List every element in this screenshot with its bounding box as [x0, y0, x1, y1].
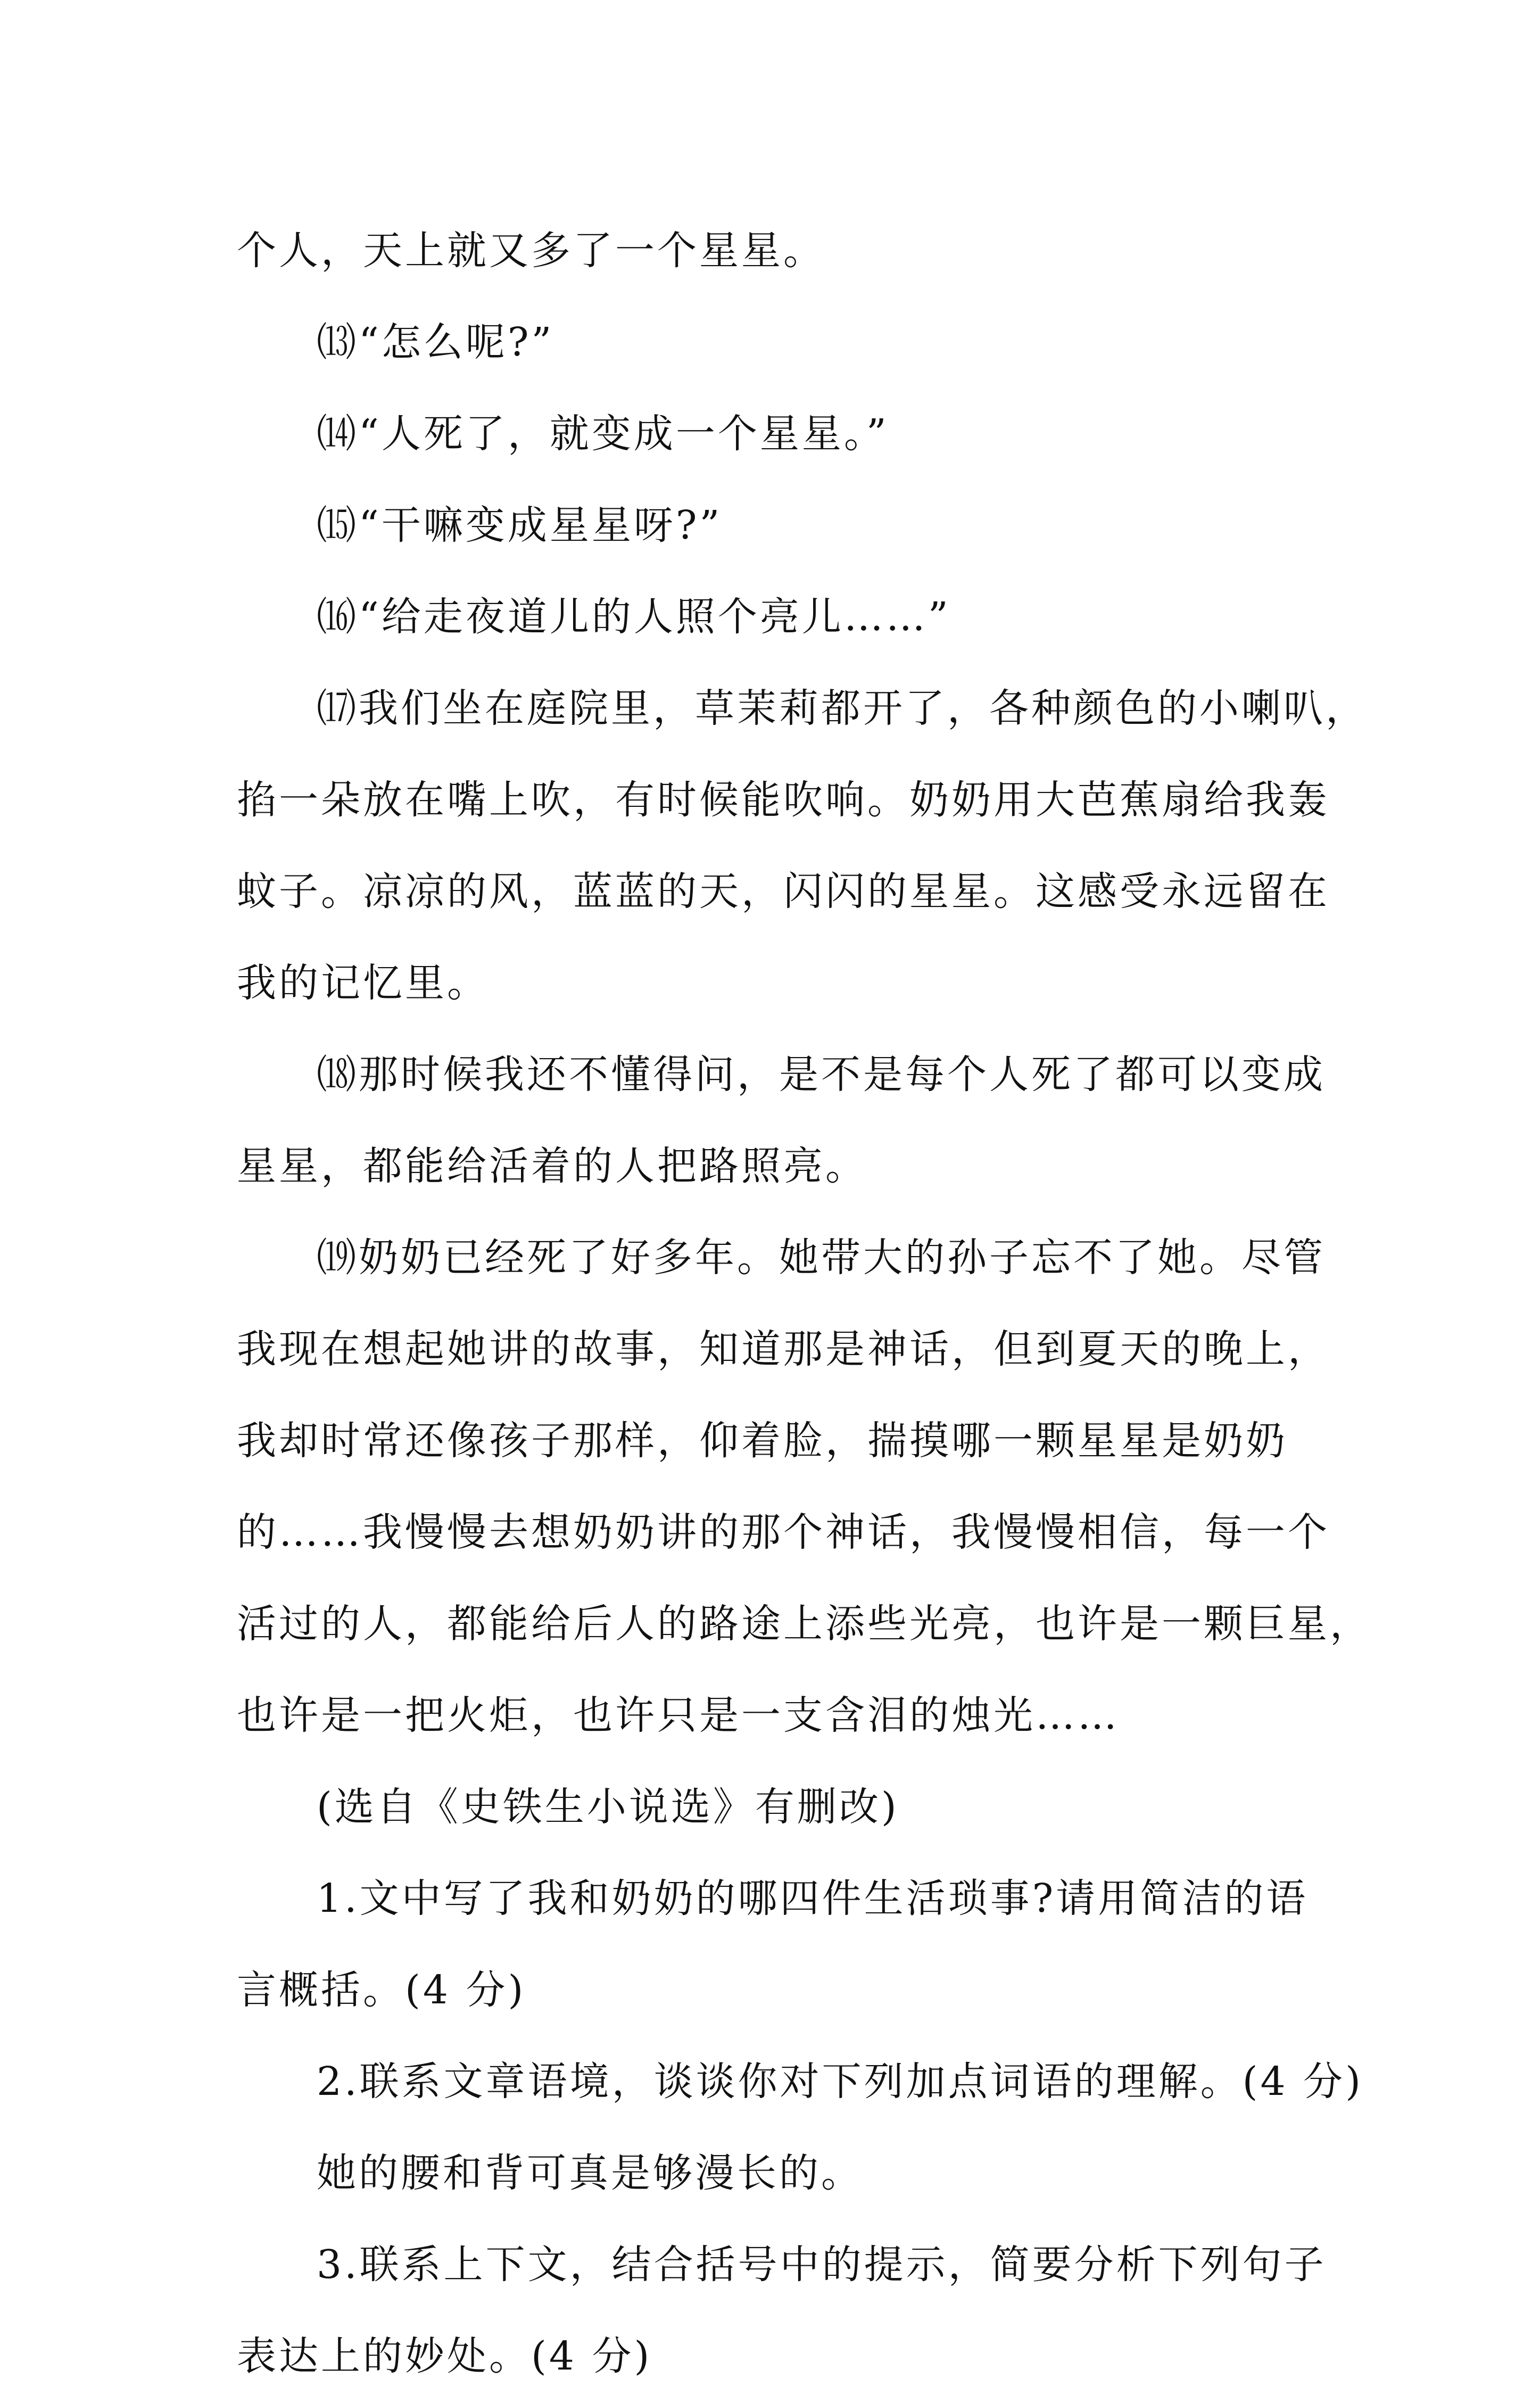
source-citation: (选自《史铁生小说选》有删改) — [317, 1784, 899, 1830]
question-1-cont: 言概括。(4 分) — [237, 1967, 526, 2013]
text-line: 个人，天上就又多了一个星星。 — [237, 228, 825, 274]
text-line: 我的记忆里。 — [237, 960, 489, 1006]
text-line: ⒄我们坐在庭院里，草茉莉都开了，各种颜色的小喇叭， — [317, 686, 1368, 731]
question-2-sentence: 她的腰和背可真是够漫长的。 — [317, 2150, 863, 2196]
text-line: ⒆奶奶已经死了好多年。她带大的孙子忘不了她。尽管 — [317, 1235, 1326, 1281]
question-2: 2.联系文章语境，谈谈你对下列加点词语的理解。(4 分) — [317, 2059, 1363, 2104]
text-line: 掐一朵放在嘴上吹，有时候能吹响。奶奶用大芭蕉扇给我轰 — [237, 777, 1330, 823]
text-line: 也许是一把火炬，也许只是一支含泪的烛光…… — [237, 1693, 1120, 1738]
text-line: ⒀“怎么呢?” — [317, 319, 554, 365]
question-3: 3.联系上下文，结合括号中的提示，简要分析下列句子 — [317, 2242, 1327, 2288]
question-1: 1.文中写了我和奶奶的哪四件生活琐事?请用简洁的语 — [317, 1876, 1309, 1921]
question-3-cont: 表达上的妙处。(4 分) — [237, 2333, 652, 2379]
document-body — [237, 205, 1372, 2402]
text-line: ⒁“人死了，就变成一个星星。” — [317, 411, 889, 457]
text-line: 星星，都能给活着的人把路照亮。 — [237, 1143, 867, 1189]
text-line: ⒃“给走夜道儿的人照个亮儿……” — [317, 594, 951, 640]
text-line: ⒂“干嘛变成星星呀?” — [317, 502, 723, 548]
text-line: 的……我慢慢去想奶奶讲的那个神话，我慢慢相信，每一个 — [237, 1509, 1330, 1555]
text-line: 我现在想起她讲的故事，知道那是神话，但到夏天的晚上， — [237, 1326, 1330, 1372]
text-line: 活过的人，都能给后人的路途上添些光亮，也许是一颗巨星， — [237, 1601, 1372, 1647]
text-line: 我却时常还像孩子那样，仰着脸，揣摸哪一颗星星是奶奶 — [237, 1418, 1288, 1464]
text-line: ⒅那时候我还不懂得问，是不是每个人死了都可以变成 — [317, 1052, 1326, 1097]
text-line: 蚊子。凉凉的风，蓝蓝的天，闪闪的星星。这感受永远留在 — [237, 869, 1330, 914]
